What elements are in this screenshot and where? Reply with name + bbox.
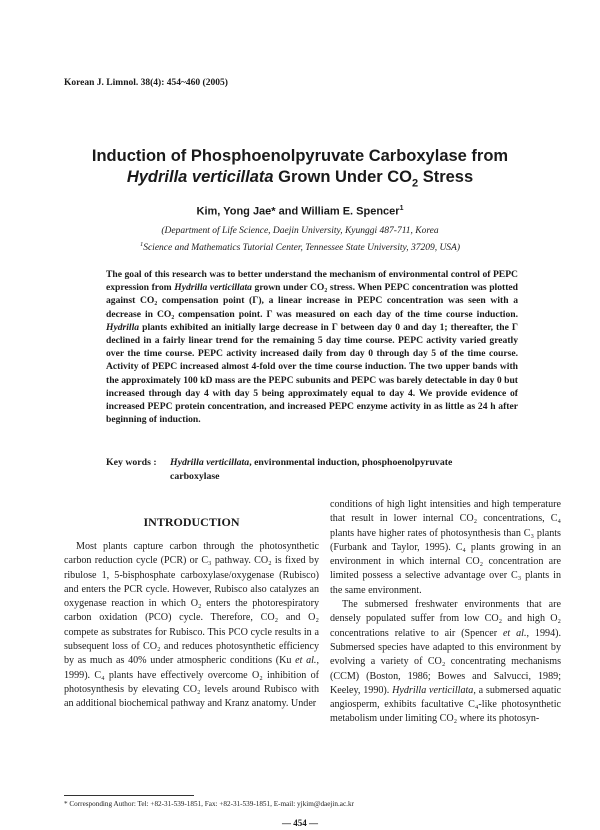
page-number: — 454 — [282, 818, 318, 828]
journal-citation: Korean J. Limnol. 38(4): 454~460 (2005) [64, 78, 228, 88]
footnote-rule [64, 795, 194, 796]
corresponding-author-footnote: * Corresponding Author: Tel: +82-31-539-1851, Fax: +82-31-539-1851, E-mail: yjkim@daejin.ac.kr [64, 800, 354, 808]
abstract: The goal of this research was to better understand the mechanism of environmental control of PEPC expression from Hydrilla verticillata grown under CO₂ stress. When PEPC concentration was plotted against CO₂ compensation point (Γ), a linear increase in PEPC concentration was seen with a decrease in CO₂ compensation point. Γ was measured on each day of the time course induction. Hydrilla plants exhibited an initially large decrease in Γ between day 0 and day 1; thereafter, the Γ declined in a fairly linear trend for the remaining 5 day time course. PEPC activity varied greatly over the time course. PEPC activity increased daily from day 0 through day 5 of the time course. Activity of PEPC increased almost 4-fold over the time course induction. The two upper bands with the approximately 100 kD mass are the PEPC subunits and PEPC was barely detectable in day 0 but increased through day 4 with day 5 being approximately equal to day 4. We provide evidence of increased PEPC protein concentration, and increased PEPC enzyme activity in as little as 24 h after beginning of induction. [106, 269, 518, 426]
title-line-2: Hydrilla verticillata Grown Under $CO_2$ Stress [126, 168, 474, 190]
author-list: Kim, Yong Jae* and William E. Spencer$^1$ [196, 205, 404, 218]
keywords-label: Key words : [106, 457, 157, 468]
article-title [40, 146, 560, 194]
body-column-right [330, 498, 561, 727]
intro-paragraph-1: Most plants capture carbon through the photosynthetic carbon reduction cycle (PCR) or C₃ pathway. CO₂ is fixed by ribulose 1, 5-bisphosphate carboxylase/oxygenase (Rubisco) and enters the PCR cycle. However, Rubisco also catalyzes an oxygenase reaction in which O₂ enters the photorespiratory carbon oxidation (PCO) cycle. Therefore, CO₂ and O₂ compete as substrates for Rubisco. This PCO cycle results in a subsequent loss of CO₂ and reduces photosynthetic efficiency by as much as 40% under atmospheric conditions (Ku et al., 1999). C₄ plants have effectively overcome O₂ inhibition of photosynthesis by elevating CO₂ levels around Rubisco with an additional biochemical pathway and Kranz anatomy. Under [64, 541, 319, 710]
introduction-heading: INTRODUCTION [143, 515, 240, 529]
title-line-1: Induction of Phosphoenolpyruvate Carboxylase from [91, 147, 509, 165]
affiliations [40, 224, 560, 255]
affiliation-1: (Department of Life Science, Daejin University, Kyunggi 487-711, Korea [161, 226, 439, 236]
keywords: Key words : Hydrilla verticillata, environmental induction, phosphoenolpyruvate carboxylase [106, 457, 453, 482]
title-species: Hydrilla verticillata [126, 168, 274, 186]
intro-paragraph-continued: conditions of high light intensities and high temperature that result in lower internal CO₂ concentrations, C₄ plants have higher rates of photosynthesis than C₃ plants (Furbank and Taylor, 1995). C₄ plants growing in an environment in which internal CO₂ concentration are limited possess a selective advantage over C₃ plants in the same environment. [330, 499, 561, 596]
affiliation-2: $^1$Science and Mathematics Tutorial Center, Tennessee State University, 37209, USA) [139, 241, 461, 254]
intro-paragraph-2: The submersed freshwater environments that are densely populated suffer from low CO₂ and high O₂ concentrations relative to air (Spencer et al., 1994). Submersed species have adapted to this environment by evolving a variety of CO₂ concentrating mechanisms (CCM) (Boston, 1986; Bowes and Salvucci, 1989; Keeley, 1990). Hydrilla verticillata, a submersed aquatic angiosperm, exhibits facultative C₄-like photosynthetic metabolism under limiting CO₂ where its photosyn- [330, 599, 562, 725]
body-column-left [64, 540, 319, 712]
